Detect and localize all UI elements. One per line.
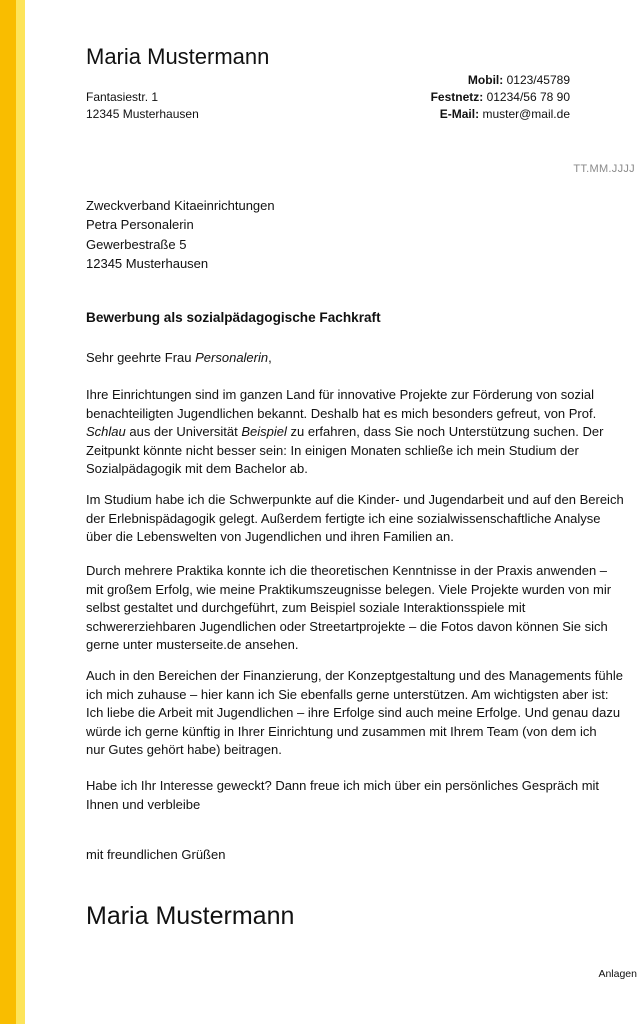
recipient-address: [86, 196, 275, 273]
signature-name: Maria Mustermann: [86, 902, 295, 930]
letter-date: TT.MM.JJJJ: [573, 163, 635, 175]
paragraph-line: Ich liebe die Arbeit mit Jugendlichen – ihre Erfolge sind auch meine Erfolge. Und genau dazu: [86, 705, 621, 721]
recipient-line: Petra Personalerin: [86, 217, 194, 233]
paragraph-line: Auch in den Bereichen der Finanzierung, der Konzeptgestaltung und des Managements fühle: [86, 668, 623, 683]
paragraph-line: würde ich gerne künftig in Ihrer Einrichtung und zusammen mit Ihrem Team (von dem ich: [86, 723, 597, 739]
body-paragraph-4: [86, 667, 639, 760]
paragraph-line: Habe ich Ihr Interesse geweckt? Dann freue ich mich über ein persönliches Gespräch mit: [86, 778, 600, 793]
recipient-line: 12345 Musterhausen: [86, 255, 209, 271]
sender-name: Maria Mustermann: [86, 44, 270, 69]
mobile-value: 0123/45789: [506, 73, 570, 87]
paragraph-line: ich mich zuhause – hier kann ich Sie ebenfalls gerne unterstützen. Am wichtigsten aber ist:: [86, 686, 609, 702]
closing-phrase: mit freundlichen Grüßen: [86, 847, 226, 862]
salutation-suffix: ,: [268, 350, 272, 365]
paragraph-line: der Erlebnispädagogik gelegt. Außerdem fertigte ich eine sozialwissenschaftliche Analyse: [86, 510, 601, 526]
contact-mobile: [468, 73, 570, 87]
body-paragraph-2: [86, 491, 639, 547]
paragraph-line: Sozialpädagogik mit dem Bachelor ab.: [86, 461, 308, 477]
paragraph-line: Ihnen und verbleibe: [86, 796, 201, 812]
paragraph-line: nur Gutes gehört habe) beitragen.: [86, 742, 282, 758]
paragraph-line: Durch mehrere Praktika konnte ich die theoretischen Kenntnisse in der Praxis anwenden –: [86, 563, 608, 578]
paragraph-line: Zeitpunkt könnte nicht besser sein: In einigen Monaten schließe ich mein Studium der: [86, 442, 579, 458]
email-label: E-Mail:: [439, 107, 480, 121]
sender-city: 12345 Musterhausen: [86, 107, 199, 121]
phone-value: 01234/56 78 90: [486, 90, 570, 104]
salutation-prefix: Sehr geehrte Frau: [86, 350, 196, 365]
sender-street: Fantasiestr. 1: [86, 90, 159, 104]
paragraph-line: Ihre Einrichtungen sind im ganzen Land für innovative Projekte zur Förderung von sozial: [86, 387, 595, 402]
paragraph-text: zu erfahren, dass Sie noch Unterstützung suchen. Der: [286, 424, 604, 440]
paragraph-line: benachteiligten Jugendlichen bekannt. Deshalb hat es mich besonders gefreut, von Prof.: [86, 405, 597, 421]
emphasis-text: Schlau: [86, 424, 126, 440]
paragraph-line: über die Lebenswelten von Jugendlichen und ihren Familien an.: [86, 529, 454, 545]
mobile-label: Mobil:: [467, 73, 504, 87]
attachments-label: Anlagen: [598, 968, 637, 980]
salutation-name: Personalerin: [195, 350, 269, 365]
paragraph-line: selbst gestaltet und durchgeführt, zum Beispiel soziale Interaktionsspiele mit: [86, 600, 526, 616]
emphasis-text: Beispiel: [241, 424, 287, 440]
paragraph-line: [86, 423, 639, 442]
recipient-line: Gewerbestraße 5: [86, 236, 187, 252]
email-value: muster@mail.de: [482, 107, 570, 121]
body-paragraph-5: [86, 777, 639, 814]
letter-subject: Bewerbung als sozialpädagogische Fachkraft: [86, 310, 381, 325]
recipient-line: Zweckverband Kitaeinrichtungen: [86, 198, 275, 213]
salutation: [86, 350, 272, 365]
body-paragraph-3: [86, 562, 639, 655]
paragraph-line: schwererziehbaren Jugendlichen oder Streetartprojekte – die Fotos davon können Sie sich: [86, 618, 608, 634]
paragraph-line: Im Studium habe ich die Schwerpunkte auf die Kinder- und Jugendarbeit und auf den Bereich: [86, 492, 624, 507]
paragraph-line: gerne unter musterseite.de ansehen.: [86, 637, 299, 653]
contact-phone: [431, 90, 570, 104]
phone-label: Festnetz:: [430, 90, 484, 104]
body-paragraph-1: [86, 386, 639, 479]
paragraph-line: mit großem Erfolg, wie meine Praktikumszeugnisse belegen. Viele Projekte wurden von mir: [86, 581, 612, 597]
accent-stripe-dark: [0, 0, 16, 1024]
accent-stripe-light: [16, 0, 25, 1024]
paragraph-text: aus der Universität: [125, 424, 242, 440]
contact-email: [440, 107, 570, 121]
